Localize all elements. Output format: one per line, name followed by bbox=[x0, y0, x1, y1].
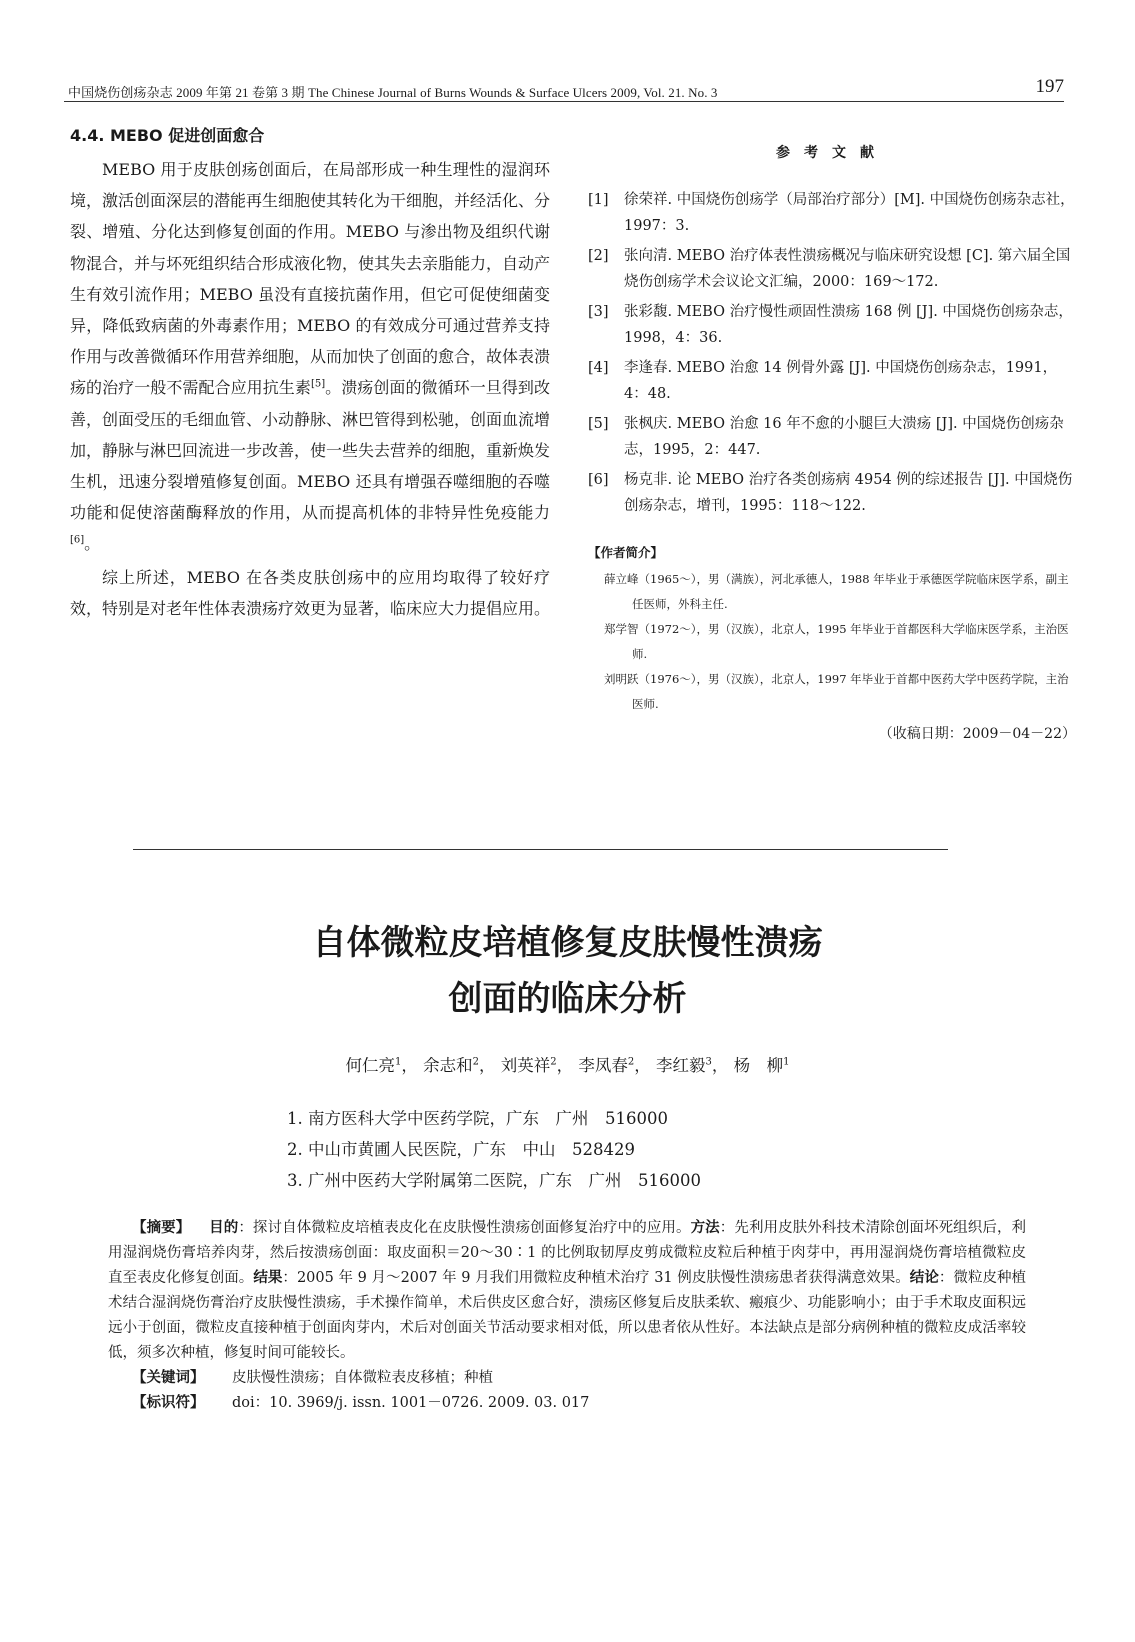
author-affil-marker: 3 bbox=[705, 1056, 712, 1068]
author-affil-marker: 2 bbox=[627, 1056, 635, 1068]
reference-text: 杨克非. 论 MEBO 治疗各类创疡病 4954 例的综述报告 [J]. 中国烧伤创疡杂志，增刊，1995：118～122. bbox=[624, 472, 1073, 514]
author-affil-marker: 2 bbox=[550, 1056, 557, 1068]
identifier-text: doi：10. 3969/j. issn. 1001－0726. 2009. 03. 017 bbox=[232, 1395, 590, 1411]
objective-text: ：探讨自体微粒皮培植表皮化在皮肤慢性溃疡创面修复治疗中的应用。 bbox=[238, 1220, 691, 1236]
left-column bbox=[70, 123, 550, 624]
conclusion-label: 结论 bbox=[909, 1270, 939, 1286]
affiliation-list bbox=[287, 1103, 887, 1196]
author-name: 刘英祥 bbox=[500, 1056, 551, 1075]
received-date: （收稿日期：2009－04－22） bbox=[878, 726, 1076, 742]
author-bio: 刘明跃（1976～），男（汉族），北京人，1997 年毕业于首都中医药大学中医药学院，主治医师. bbox=[604, 672, 1069, 711]
reference-number: [6] bbox=[588, 472, 609, 488]
reference-item bbox=[588, 468, 1076, 519]
section-title: 4.4. MEBO 促进创面愈合 bbox=[70, 126, 265, 145]
reference-text: 张彩馥. MEBO 治疗慢性顽固性溃疡 168 例 [J]. 中国烧伤创疡杂志，1998，4：36. bbox=[624, 304, 1073, 346]
header-rule bbox=[64, 101, 1064, 102]
identifier-label: 【标识符】 bbox=[132, 1395, 205, 1411]
abstract-block bbox=[108, 1216, 1026, 1416]
author-affil-marker: 1 bbox=[395, 1056, 402, 1068]
citation-6: [6] bbox=[70, 535, 85, 547]
reference-number: [3] bbox=[588, 304, 609, 320]
article-title-line-2: 创面的临床分析 bbox=[448, 979, 687, 1019]
paragraph-text: 。 bbox=[84, 534, 101, 554]
reference-item bbox=[588, 412, 1076, 463]
affiliation: 2. 中山市黄圃人民医院，广东 中山 528429 bbox=[287, 1140, 635, 1159]
abstract-text bbox=[108, 1216, 1026, 1366]
article-title bbox=[0, 915, 1135, 1027]
keywords-line bbox=[108, 1366, 1026, 1391]
reference-item bbox=[588, 188, 1076, 239]
identifier-line bbox=[108, 1391, 1026, 1416]
affiliation: 3. 广州中医药大学附属第二医院，广东 广州 516000 bbox=[287, 1171, 701, 1190]
abstract-label: 【摘要】 bbox=[132, 1220, 191, 1236]
section-divider bbox=[133, 849, 948, 850]
result-label: 结果 bbox=[253, 1270, 283, 1286]
author-name: 余志和 bbox=[423, 1056, 473, 1075]
right-column bbox=[588, 142, 1076, 743]
author-name: 杨 柳 bbox=[733, 1056, 784, 1075]
paragraph-text: MEBO 用于皮肤创疡创面后，在局部形成一种生理性的湿润环境，激活创面深层的潜能再生细胞使其转化为干细胞，并经活化、分裂、增殖、分化达到修复创面的作用。MEBO 与渗出物及组织代谢物混合，并与坏死组织结合形成液化物，使其失去亲脂能力，自动产生有效引流作用；MEBO 虽没有直接抗菌作用，但它可促使细菌变异，降低致病菌的外毒素作用；MEBO 的有效成分可通过营养支持作用与改善微循环作用营养细胞，从而加快了创面的愈合，故体表溃疡的治疗一般不需配合应用抗生素 bbox=[70, 160, 551, 398]
body-paragraph-2: 综上所述，MEBO 在各类皮肤创疡中的应用均取得了较好疗效，特别是对老年性体表溃疡疗效更为显著，临床应大力提倡应用。 bbox=[70, 567, 551, 618]
references-heading: 参考文献 bbox=[776, 145, 888, 161]
author-bio-heading: 【作者简介】 bbox=[588, 545, 664, 560]
author-affil-marker: 2 bbox=[472, 1056, 479, 1068]
author-bio: 薛立峰（1965～），男（满族），河北承德人，1988 年毕业于承德医学院临床医学系，副主任医师，外科主任. bbox=[604, 572, 1069, 611]
author-name: 何仁亮 bbox=[345, 1056, 395, 1075]
method-label: 方法 bbox=[690, 1220, 720, 1236]
body-paragraph-1 bbox=[70, 154, 550, 560]
citation-5: [5] bbox=[310, 379, 326, 391]
article-title-line-1: 自体微粒皮培植修复皮肤慢性溃疡 bbox=[312, 923, 823, 963]
running-header-text: 中国烧伤创疡杂志 2009 年第 21 卷第 3 期 The Chinese Journal of Burns Wounds & Surface Ulcers 2009, Vol. 21. No. 3 bbox=[68, 85, 718, 100]
reference-number: [2] bbox=[588, 248, 609, 264]
reference-item bbox=[588, 300, 1076, 351]
reference-number: [5] bbox=[588, 416, 609, 432]
keywords-label: 【关键词】 bbox=[132, 1370, 205, 1386]
reference-text: 张枫庆. MEBO 治愈 16 年不愈的小腿巨大溃疡 [J]. 中国烧伤创疡杂志，1995，2：447. bbox=[624, 416, 1064, 458]
running-header bbox=[64, 76, 1064, 102]
conclusion-text: ：微粒皮种植术结合湿润烧伤膏治疗皮肤慢性溃疡，手术操作简单，术后供皮区愈合好，溃疡区修复后皮肤柔软、瘢痕少、功能影响小；由于手术取皮面积远远小于创面，微粒皮直接种植于创面肉芽内，术后对创面关节活动要求相对低，所以患者依从性好。本法缺点是部分病例种植的微粒皮成活率较低，须多次种植，修复时间可能较长。 bbox=[108, 1270, 1027, 1361]
objective-label: 目的 bbox=[209, 1220, 239, 1236]
reference-item bbox=[588, 356, 1076, 407]
page-number: 197 bbox=[1035, 76, 1064, 97]
author-bio: 郑学智（1972～），男（汉族），北京人，1995 年毕业于首都医科大学临床医学系，主治医师. bbox=[604, 622, 1069, 661]
reference-item bbox=[588, 244, 1076, 295]
reference-number: [4] bbox=[588, 360, 609, 376]
keywords-text: 皮肤慢性溃疡；自体微粒表皮移植；种植 bbox=[232, 1370, 493, 1386]
author-name: 李红毅 bbox=[656, 1056, 706, 1075]
reference-text: 张向清. MEBO 治疗体表性溃疡概况与临床研究设想 [C]. 第六届全国烧伤创疡学术会议论文汇编，2000：169～172. bbox=[624, 248, 1071, 290]
reference-text: 徐荣祥. 中国烧伤创疡学（局部治疗部分）[M]. 中国烧伤创疡杂志社，1997：3. bbox=[624, 192, 1075, 234]
affiliation: 1. 南方医科大学中医药学院，广东 广州 516000 bbox=[287, 1109, 668, 1128]
method-text: ：先利用皮肤外科技术清除创面坏死组织后，利用湿润烧伤膏培养肉芽，然后按溃疡创面：取皮面积＝20～30∶1 的比例取韧厚皮剪成微粒皮粒后种植于肉芽中，再用湿润烧伤膏培植微粒皮直至表皮化修复创面。 bbox=[108, 1220, 1027, 1286]
author-name: 李凤春 bbox=[578, 1056, 628, 1075]
paragraph-text: 。溃疡创面的微循环一旦得到改善，创面受压的毛细血管、小动静脉、淋巴管得到松驰，创面血流增加，静脉与淋巴回流进一步改善，使一些失去营养的细胞，重新焕发生机，迅速分裂增殖修复创面。MEBO 还具有增强吞噬细胞的吞噬功能和促使溶菌酶释放的作用，从而提高机体的非特异性免疫能力 bbox=[70, 378, 551, 523]
author-list: 何仁亮$^1$， 余志和$^2$， 刘英祥$^2$， 李凤春$^2$， 李红毅$^3$， 杨 柳$^1$ bbox=[345, 1056, 790, 1075]
reference-text: 李逢春. MEBO 治愈 14 例骨外露 [J]. 中国烧伤创疡杂志，1991，4：48. bbox=[624, 360, 1058, 402]
reference-list bbox=[588, 188, 1076, 519]
author-affil-marker: 1 bbox=[783, 1056, 790, 1068]
reference-number: [1] bbox=[588, 192, 609, 208]
result-text: ：2005 年 9 月～2007 年 9 月我们用微粒皮种植术治疗 31 例皮肤慢性溃疡患者获得满意效果。 bbox=[282, 1270, 910, 1286]
